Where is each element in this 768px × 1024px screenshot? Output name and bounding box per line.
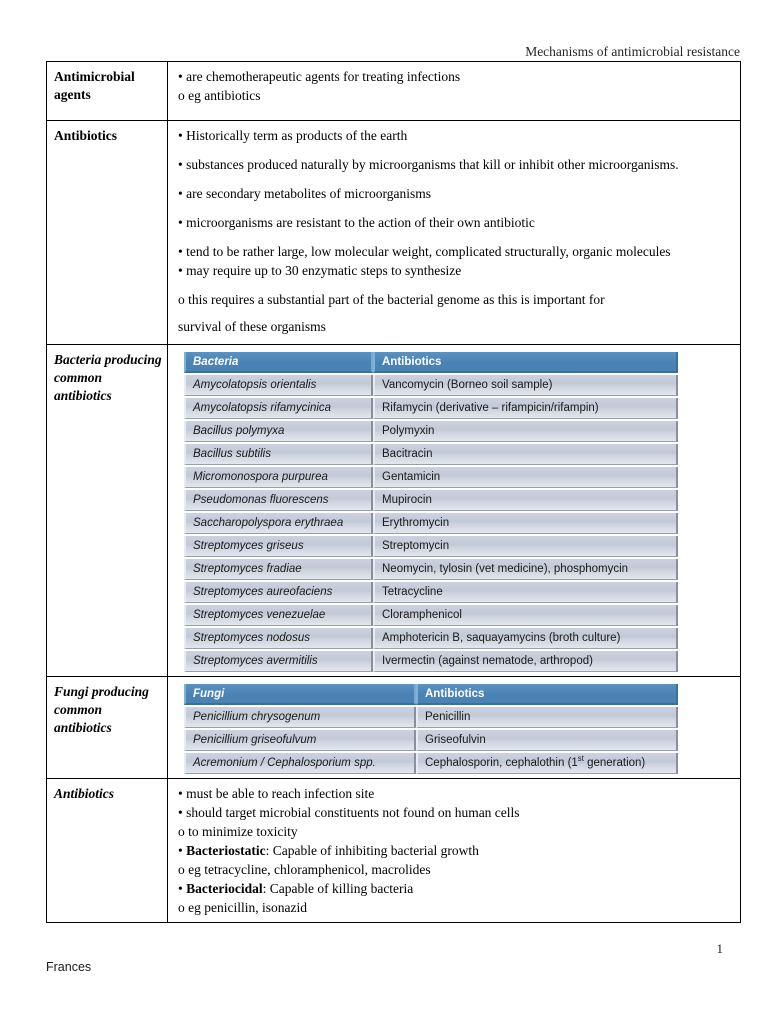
cell-bacteria: Streptomyces aureofaciens [184, 582, 373, 603]
table-row [184, 559, 740, 580]
bullet-line: • may require up to 30 enzymatic steps to synthesize [178, 263, 462, 278]
table-row [47, 121, 741, 345]
row-label-bacteria-producing: Bacteria producing common antibiotics [47, 345, 168, 677]
bullet-line: • tend to be rather large, low molecular weight, complicated structurally, organic molecules [178, 244, 671, 259]
bullet-line: • substances produced naturally by microorganisms that kill or inhibit other microorganisms. [178, 157, 679, 172]
table-row [184, 490, 740, 511]
table-row [47, 345, 741, 677]
cell-fungus: Acremonium / Cephalosporium spp. [184, 753, 416, 774]
cell-bacteria: Bacillus subtilis [184, 444, 373, 465]
cell-bacteria: Bacillus polymyxa [184, 421, 373, 442]
cell-antibiotic: Cloramphenicol [373, 605, 678, 626]
column-header-antibiotics: Antibiotics [373, 352, 678, 373]
running-header: Mechanisms of antimicrobial resistance [525, 44, 740, 59]
bullet-line: • should target microbial constituents not found on human cells [178, 805, 520, 820]
table-row [184, 398, 740, 419]
cell-antibiotic: Streptomycin [373, 536, 678, 557]
bullet-line: • are chemotherapeutic agents for treating infections [178, 69, 461, 84]
bullet-line: o eg tetracycline, chloramphenicol, macrolides [178, 862, 431, 877]
cell-antibiotic: Polymyxin [373, 421, 678, 442]
table-row [184, 467, 740, 488]
cell-fungus: Penicillium griseofulvum [184, 730, 416, 751]
cell-antibiotic: Amphotericin B, saquayamycins (broth culture) [373, 628, 678, 649]
cell-bacteria: Streptomyces avermitilis [184, 651, 373, 672]
bullet-line: • microorganisms are resistant to the action of their own antibiotic [178, 215, 535, 230]
bullet-line: • Historically term as products of the earth [178, 128, 408, 143]
table-row [184, 605, 740, 626]
term-bacteriostatic: Bacteriostatic [186, 843, 266, 858]
page-number: 1 [716, 941, 723, 956]
bullet-line-bacteriocidal: • Bacteriocidal: Capable of killing bacteria [178, 881, 414, 896]
cell-antibiotic: Rifamycin (derivative – rifampicin/rifampin) [373, 398, 678, 419]
row-body-antibiotics-intro [168, 121, 741, 345]
cell-antibiotic: Erythromycin [373, 513, 678, 534]
table-header-row [184, 352, 740, 373]
bullet-line: • must be able to reach infection site [178, 786, 375, 801]
column-header-fungi: Fungi [184, 684, 416, 705]
cell-antibiotic: Bacitracin [373, 444, 678, 465]
cell-antibiotic: Penicillin [416, 707, 678, 728]
cell-bacteria: Streptomyces fradiae [184, 559, 373, 580]
table-row [184, 513, 740, 534]
row-body-bacteria-table [168, 345, 741, 677]
fungi-antibiotics-table [168, 677, 740, 778]
cell-bacteria: Pseudomonas fluorescens [184, 490, 373, 511]
cell-bacteria: Amycolatopsis orientalis [184, 375, 373, 396]
bullet-line: o eg antibiotics [178, 88, 261, 103]
cell-antibiotic: Vancomycin (Borneo soil sample) [373, 375, 678, 396]
cell-bacteria: Streptomyces nodosus [184, 628, 373, 649]
bullet-line-bacteriostatic: • Bacteriostatic: Capable of inhibiting bacterial growth [178, 843, 479, 858]
table-row [184, 582, 740, 603]
table-row [184, 651, 740, 672]
bullet-line: o eg penicillin, isonazid [178, 900, 307, 915]
table-row [184, 730, 740, 751]
cell-bacteria: Saccharopolyspora erythraea [184, 513, 373, 534]
table-row [184, 421, 740, 442]
cell-antibiotic: Gentamicin [373, 467, 678, 488]
table-row [184, 536, 740, 557]
cell-bacteria: Streptomyces venezuelae [184, 605, 373, 626]
table-row [47, 779, 741, 923]
term-bacteriocidal: Bacteriocidal [186, 881, 263, 896]
bullet-line: o to minimize toxicity [178, 824, 298, 839]
row-body-fungi-table [168, 677, 741, 779]
definition-bacteriostatic: : Capable of inhibiting bacterial growth [265, 843, 479, 858]
cell-antibiotic: Tetracycline [373, 582, 678, 603]
content-outline-table [46, 61, 741, 923]
table-row [47, 62, 741, 121]
cell-bacteria: Amycolatopsis rifamycinica [184, 398, 373, 419]
footer-author-name: Frances [46, 960, 92, 974]
table-row [184, 444, 740, 465]
cell-antibiotic: Ivermectin (against nematode, arthropod) [373, 651, 678, 672]
cell-antibiotic: Mupirocin [373, 490, 678, 511]
cell-antibiotic: Cephalosporin, cephalothin (1st generation) [416, 753, 678, 774]
table-row [184, 628, 740, 649]
row-label-fungi-producing: Fungi producing common antibiotics [47, 677, 168, 779]
row-body-antimicrobial-agents [168, 62, 741, 121]
definition-bacteriocidal: : Capable of killing bacteria [262, 881, 414, 896]
table-row [184, 375, 740, 396]
bullet-line: o this requires a substantial part of the bacterial genome as this is important for [178, 292, 605, 307]
cell-bacteria: Streptomyces griseus [184, 536, 373, 557]
cell-fungus: Penicillium chrysogenum [184, 707, 416, 728]
row-body-antibiotics-properties [168, 779, 741, 923]
bullet-line: survival of these organisms [178, 319, 326, 334]
column-header-bacteria: Bacteria [184, 352, 373, 373]
row-label-antibiotics-properties: Antibiotics [47, 779, 168, 923]
bacteria-antibiotics-table [168, 345, 740, 676]
row-label-antibiotics-intro: Antibiotics [47, 121, 168, 345]
column-header-antibiotics: Antibiotics [416, 684, 678, 705]
table-row [184, 753, 740, 774]
bullet-line: • are secondary metabolites of microorganisms [178, 186, 432, 201]
cell-bacteria: Micromonospora purpurea [184, 467, 373, 488]
row-label-antimicrobial-agents: Antimicrobial agents [47, 62, 168, 121]
table-row [47, 677, 741, 779]
table-header-row [184, 684, 740, 705]
table-row [184, 707, 740, 728]
cell-antibiotic: Griseofulvin [416, 730, 678, 751]
cell-antibiotic: Neomycin, tylosin (vet medicine), phosphomycin [373, 559, 678, 580]
